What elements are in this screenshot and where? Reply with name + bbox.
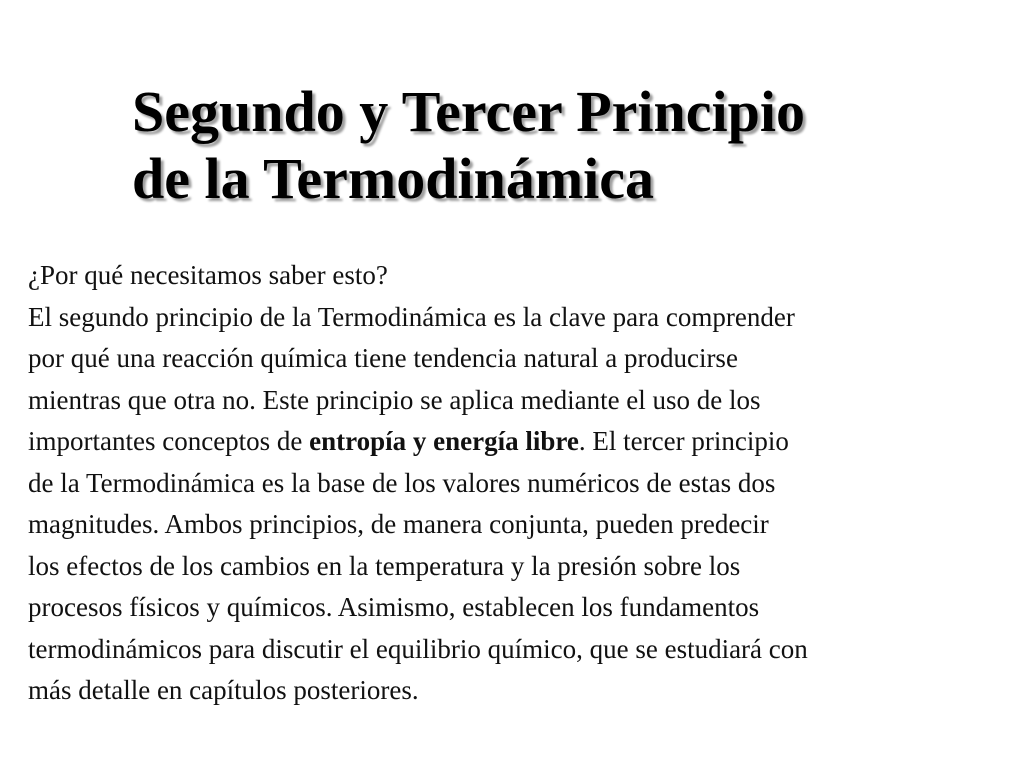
paragraph-line-8: procesos físicos y químicos. Asimismo, establecen los fundamentos	[28, 592, 760, 622]
key-concepts-bold: entropía y energía libre	[309, 426, 579, 456]
body-text	[28, 255, 1022, 712]
paragraph-line-10: más detalle en capítulos posteriores.	[28, 675, 419, 705]
slide-title	[132, 78, 805, 212]
paragraph-line-1: El segundo principio de la Termodinámica es la clave para comprender	[28, 301, 795, 332]
paragraph-line-6: magnitudes. Ambos principios, de manera conjunta, pueden predecir	[28, 509, 769, 539]
paragraph-line-2: por qué una reacción química tiene tendencia natural a producirse	[28, 343, 738, 373]
paragraph-line-9: termodinámicos para discutir el equilibrio químico, que se estudiará con	[28, 633, 808, 664]
paragraph-line-4-start: importantes conceptos de	[28, 426, 310, 456]
paragraph-line-3: mientras que otra no. Este principio se aplica mediante el uso de los	[28, 384, 761, 415]
question-line: ¿Por qué necesitamos saber esto?	[28, 260, 388, 290]
paragraph-line-7: los efectos de los cambios en la temperatura y la presión sobre los	[28, 550, 741, 581]
paragraph-line-4	[28, 421, 1022, 463]
title-line-1: Segundo y Tercer Principio	[132, 79, 805, 144]
paragraph-line-4-end: . El tercer principio	[578, 426, 789, 456]
paragraph-line-5: de la Termodinámica es la base de los valores numéricos de estas dos	[28, 467, 776, 498]
title-line-2: de la Termodinámica	[132, 146, 655, 211]
